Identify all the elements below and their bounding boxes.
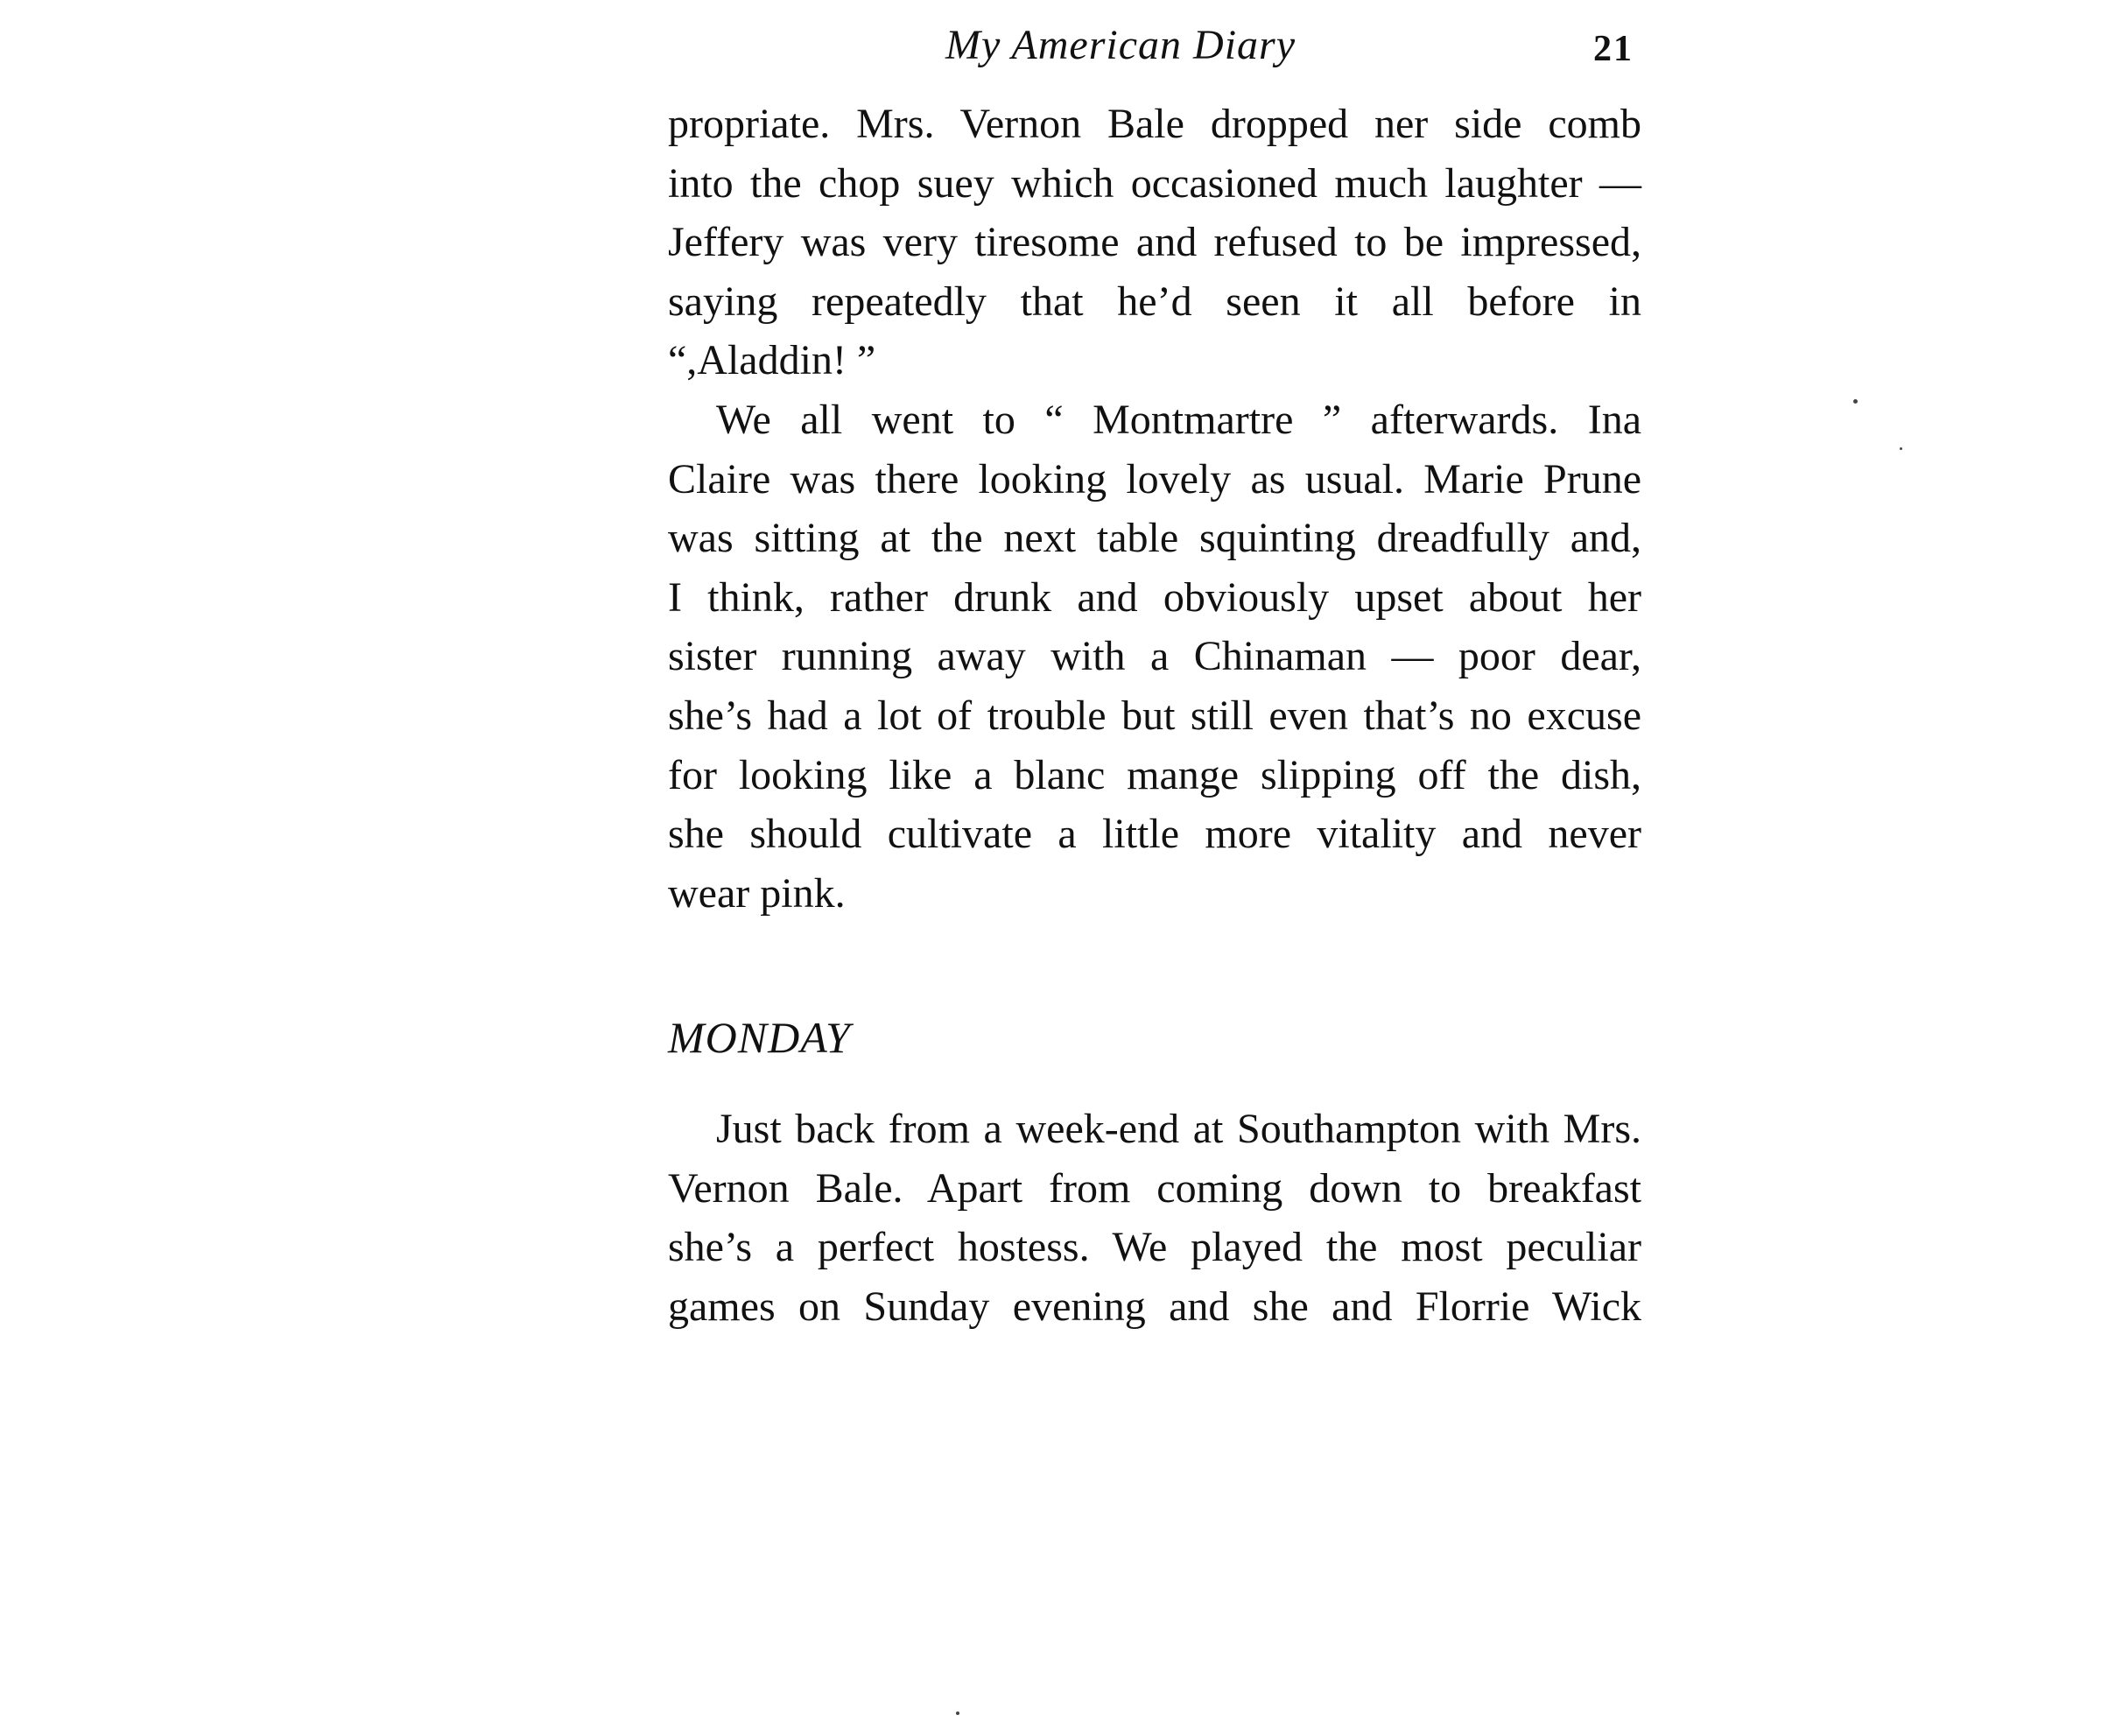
text-line: she should cultivate a little more vitality and never [668, 811, 1641, 858]
text-line: Jeffery was very tiresome and refused to be impressed, [668, 219, 1641, 266]
text-line: sister running away with a Chinaman — poor dear, [668, 633, 1641, 680]
scan-speck [956, 1711, 959, 1715]
text-line: Vernon Bale. Apart from coming down to breakfast [668, 1164, 1641, 1212]
text-line: propriate. Mrs. Vernon Bale dropped ner side comb [668, 101, 1641, 147]
text-line: games on Sunday evening and she and Florrie Wick [668, 1283, 1641, 1330]
text-line: into the chop suey which occasioned much laughter — [668, 159, 1641, 207]
text-line: Just back from a week-end at Southampton with Mrs. [716, 1106, 1641, 1152]
text-line: We all went to “ Montmartre ” afterwards. Ina [716, 397, 1641, 443]
paragraph-montmartre [668, 390, 1641, 923]
page-number: 21 [1593, 29, 1634, 69]
section-heading: MONDAY [668, 1013, 851, 1062]
text-line: was sitting at the next table squinting dreadfully and, [668, 515, 1641, 562]
text-line: saying repeatedly that he’d seen it all before in [668, 278, 1641, 325]
scan-speck [1900, 447, 1902, 450]
text-line: wear pink. [668, 869, 846, 917]
text-line: “,Aladdin! ” [668, 337, 876, 384]
text-line: she’s had a lot of trouble but still even that’s no excuse [668, 692, 1641, 739]
paragraph-monday [668, 1100, 1641, 1336]
scan-speck [1853, 399, 1858, 404]
text-line: for looking like a blanc mange slipping off the dish, [668, 751, 1641, 798]
paragraph-continued [668, 95, 1641, 390]
text-line: I think, rather drunk and obviously upset about her [668, 573, 1641, 621]
text-line: Claire was there looking lovely as usual. Marie Prune [668, 455, 1641, 503]
running-header-title: My American Diary [945, 22, 1296, 68]
text-line: she’s a perfect hostess. We played the most peculiar [668, 1224, 1641, 1271]
